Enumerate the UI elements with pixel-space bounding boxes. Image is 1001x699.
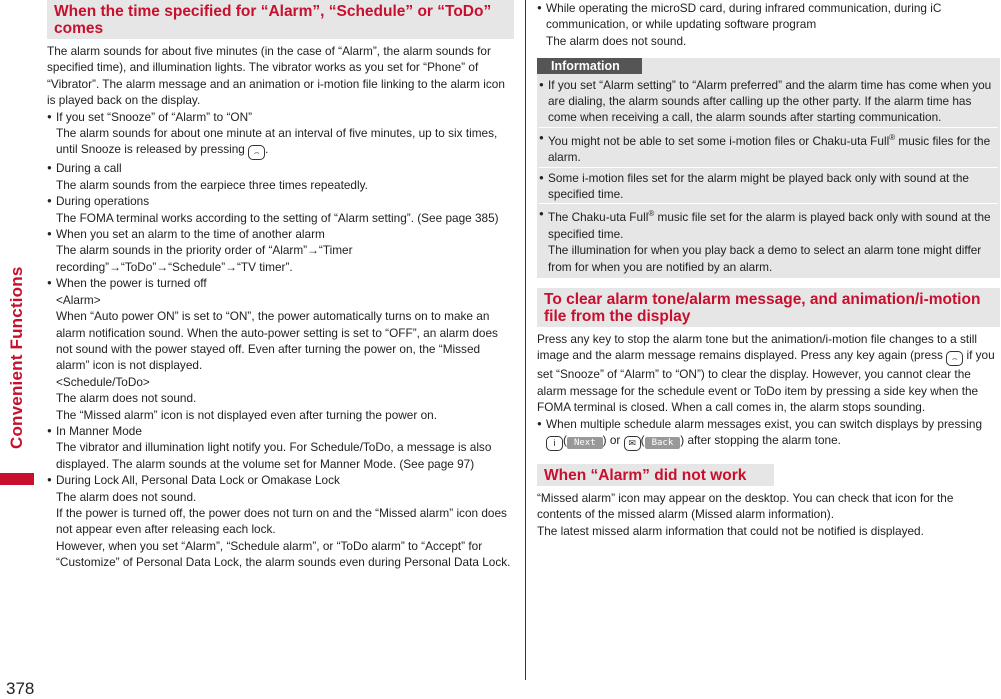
- heading-alarm-time: When the time specified for “Alarm”, “Schedule” or “ToDo” comes: [47, 0, 514, 39]
- heading-alarm-not-work: When “Alarm” did not work: [537, 464, 774, 486]
- i-key-icon: i: [546, 436, 563, 451]
- bullet-snooze-text: The alarm sounds for about one minute at an interval of five minutes, up to six times, until Snooze is released by pressing ⌢ .: [47, 125, 514, 160]
- lock-text-2: If the power is turned off, the power does not turn on and the “Missed alarm” icon does not appear even after releasing each lock.: [56, 505, 507, 537]
- left-column: [47, 0, 514, 571]
- lock-text-3: However, when you set “Alarm”, “Schedule alarm”, or “ToDo alarm” to “Accept” for “Customize” of Personal Data Lock, the alarm sounds even during Personal Data Lock.: [56, 538, 511, 570]
- intro-paragraph: The alarm sounds for about five minutes (in the case of “Alarm”, the alarm sounds for specified time), and illumination lights. The vibrator works as you set for “Phone” of “Vibrator”. The alarm message and an animation or i-motion file linking to the alarm icon is played back on the display.: [47, 44, 505, 108]
- end-key-icon: ⌢: [248, 145, 265, 160]
- bullet-during-operations: ● During operations: [47, 193, 514, 209]
- heading-clear-alarm: To clear alarm tone/alarm message, and animation/i-motion file from the display: [537, 288, 1000, 327]
- information-box: [537, 58, 1000, 278]
- power-off-schedule-text: The alarm does not sound.: [56, 391, 197, 406]
- end-key-icon: ⌢: [946, 351, 963, 366]
- power-off-alarm-text: When “Auto power ON” is set to “ON”, the power automatically turns on to make an alarm notification sound. When the auto-power setting is set to “OFF”, an alarm does not sound with the power stayed off. Even after turning the power on, the “Missed alarm” icon is not displayed.: [56, 309, 498, 373]
- power-off-alarm-sub: <Alarm>: [56, 292, 101, 307]
- bullet-manner-mode-text: The vibrator and illumination light notify you. For Schedule/ToDo, a message is also displayed. The alarm sounds at the volume set for Manner Mode. (See page 97): [56, 440, 492, 471]
- back-softkey: Back: [645, 437, 681, 449]
- info-chaku-uta: ● You might not be able to set some i-motion files or Chaku-uta Full® music files for the alarm.: [539, 130, 998, 166]
- next-softkey: Next: [567, 437, 603, 449]
- bullet-power-off: ● When the power is turned off: [47, 275, 514, 291]
- info-item: [539, 168, 998, 205]
- bullet-during-call-text: The alarm sounds from the earpiece three times repeatedly.: [56, 177, 368, 192]
- page-number: 378: [6, 679, 35, 698]
- info-illumination-demo: The illumination for when you play back a demo to select an alarm tone might differ from for when you are notified by an alarm.: [548, 243, 982, 274]
- power-off-schedule-sub: <Schedule/ToDo>: [56, 374, 150, 389]
- info-chaku-uta-full: ● The Chaku-uta Full® music file set for the alarm is played back only with sound at the specified time.: [539, 206, 998, 242]
- column-divider: [525, 0, 526, 680]
- bullet-snooze: ● If you set “Snooze” of “Alarm” to “ON”: [47, 109, 514, 125]
- lock-text-1: The alarm does not sound.: [56, 489, 197, 504]
- snooze-text: The alarm sounds for about one minute at an interval of five minutes, up to six times, until Snooze is released by pressing: [56, 126, 498, 157]
- info-item: [539, 75, 998, 128]
- bullet-manner-mode: ● In Manner Mode: [47, 423, 514, 439]
- missed-paragraph-2: The latest missed alarm information that could not be notified is displayed.: [537, 523, 924, 538]
- info-sound-only: ● Some i-motion files set for the alarm might be played back only with sound at the specified time.: [539, 170, 998, 203]
- bullet-same-time-text: The alarm sounds in the priority order of “Alarm”→“Timer recording”→“ToDo”→“Schedule”→“TV timer”.: [56, 243, 353, 274]
- bullet-lock: ● During Lock All, Personal Data Lock or Omakase Lock: [47, 472, 514, 488]
- info-item: [539, 128, 998, 168]
- missed-paragraph-1: “Missed alarm” icon may appear on the desktop. You can check that icon for the contents of the missed alarm (Missed alarm information).: [537, 490, 954, 522]
- bullet-during-call: ● During a call: [47, 160, 514, 176]
- side-tab: [0, 0, 35, 698]
- clear-paragraph: Press any key to stop the alarm tone but the animation/i-motion file changes to a still image and the alarm message remains displayed. Press any key again (press ⌢ if you set “Snooze” of “Alarm” to “ON”) to clear the display. However, you cannot clear the alarm message for the schedule event or ToDo item by pressing a side key when the FOMA terminal is closed. When a call comes in, the alarm stops sounding.: [537, 331, 995, 415]
- bullet-microsd: ● While operating the microSD card, during infrared communication, during iC communication, or while updating software program: [537, 0, 1000, 33]
- information-label: Information: [537, 58, 642, 74]
- bullet-during-operations-text: The FOMA terminal works according to the setting of “Alarm setting”. (See page 385): [56, 210, 499, 225]
- info-alarm-preferred: ● If you set “Alarm setting” to “Alarm preferred” and the alarm time has come when you are dialing, the alarm sounds after calling up the other party. If the alarm time has come when receiving a call, the alarm sounds after starting communication.: [539, 77, 998, 126]
- section-tab-label: Convenient Functions: [7, 266, 26, 449]
- bullet-multiple-messages: ● When multiple schedule alarm messages exist, you can switch displays by pressing i ( Next ) or ✉ ( Back ) after stopping the alarm tone.: [537, 416, 1000, 451]
- info-item: [539, 204, 998, 276]
- section-tab-marker: [0, 473, 34, 485]
- mail-key-icon: ✉: [624, 436, 641, 451]
- power-off-missed-text: The “Missed alarm” icon is not displayed even after turning the power on.: [56, 407, 437, 422]
- bullet-same-time: ● When you set an alarm to the time of another alarm: [47, 226, 514, 242]
- bullet-microsd-text: The alarm does not sound.: [546, 33, 687, 48]
- right-column: [537, 0, 1000, 539]
